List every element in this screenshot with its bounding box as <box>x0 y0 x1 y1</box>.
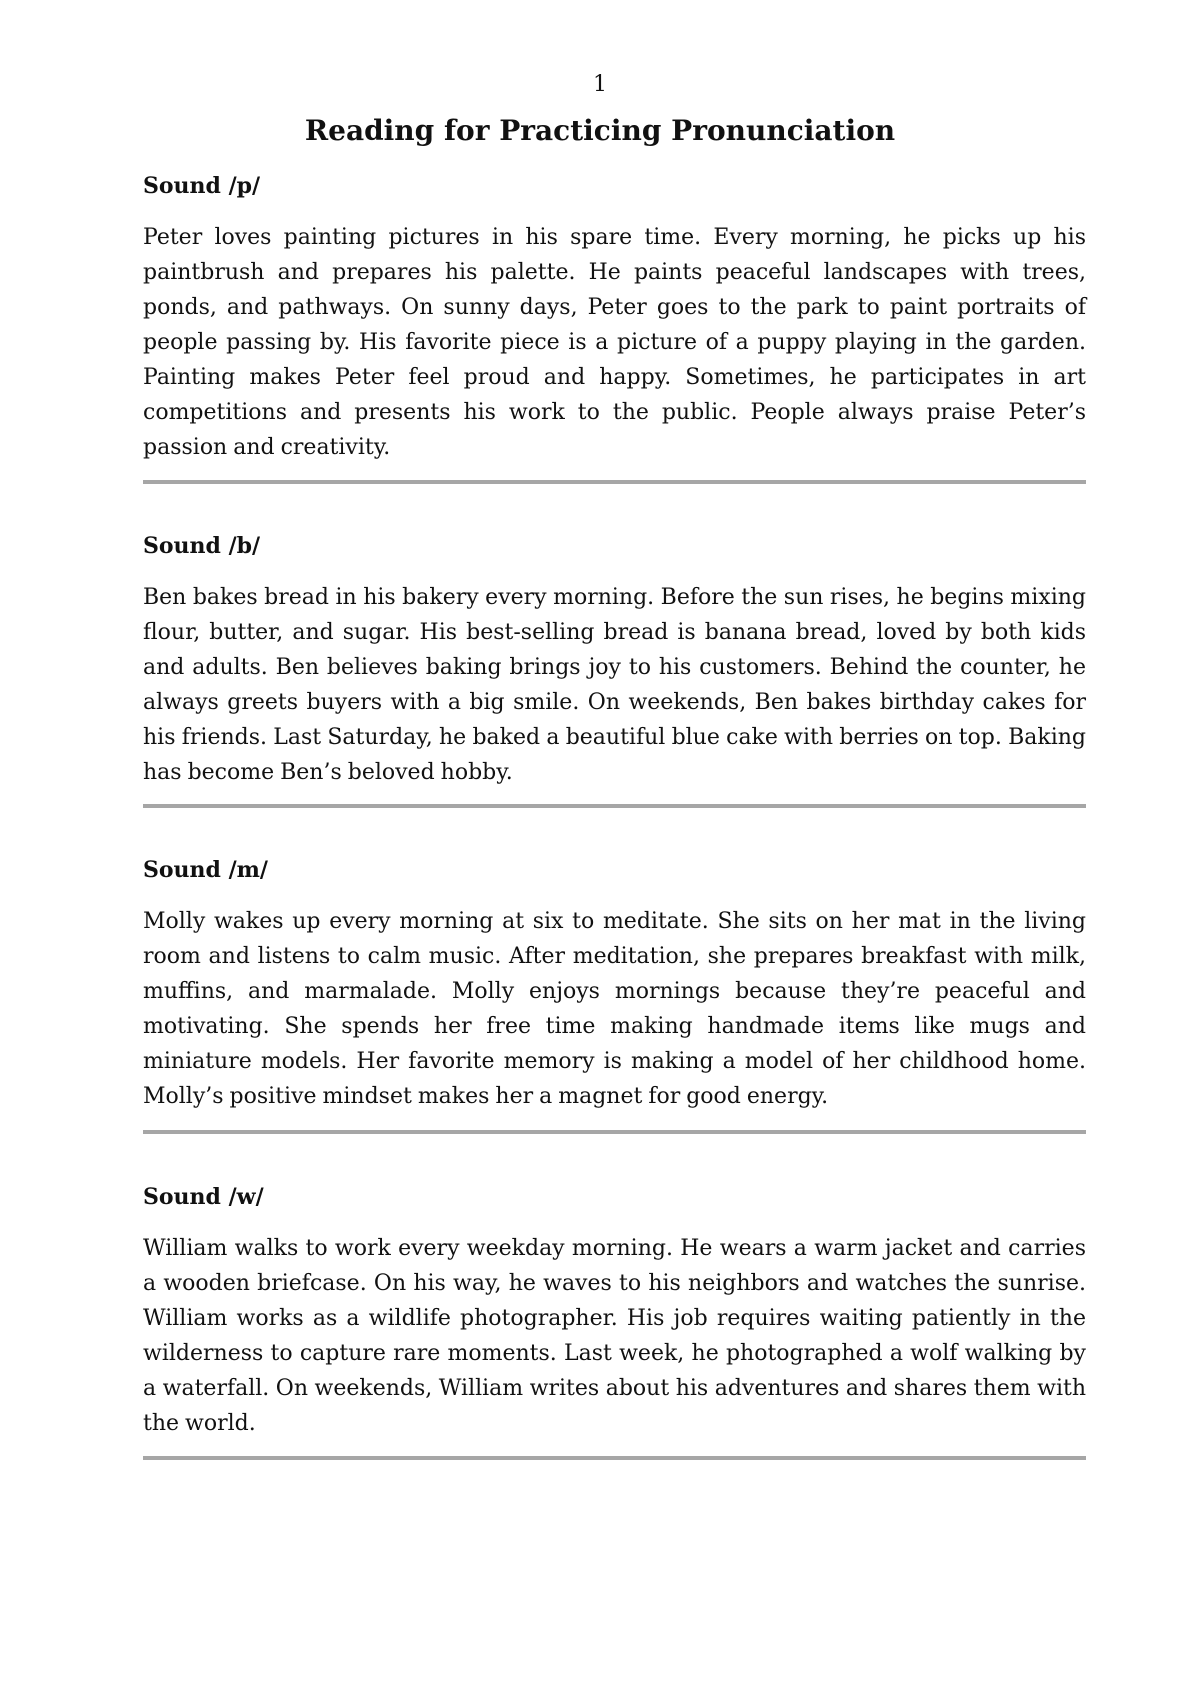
section-divider <box>143 804 1086 808</box>
section-heading: Sound /p/ <box>143 173 261 199</box>
section-paragraph: Ben bakes bread in his bakery every morning. Before the sun rises, he begins mixing flour, butter, and sugar. His best-selling bread is banana bread, loved by both kids and adults. Ben believes baking brings joy to his customers. Behind the counter, he always greets buyers with a big smile. On weekends, Ben bakes birthday cakes for his friends. Last Saturday, he baked a beautiful blue cake with berries on top. Baking has become Ben’s beloved hobby. <box>143 585 1086 785</box>
page-number: 1 <box>593 72 607 97</box>
document-title: Reading for Practicing Pronunciation <box>304 114 896 147</box>
section-paragraph: Molly wakes up every morning at six to meditate. She sits on her mat in the living room and listens to calm music. After meditation, she prepares breakfast with milk, muffins, and marmalade. Molly enjoys mornings because they’re peaceful and motivating. She spends her free time making handmade items like mugs and miniature models. Her favorite memory is making a model of her childhood home. Molly’s positive mindset makes her a magnet for good energy. <box>143 909 1086 1109</box>
section-divider <box>143 1130 1086 1134</box>
section-paragraph: William walks to work every weekday morning. He wears a warm jacket and carries a wooden briefcase. On his way, he waves to his neighbors and watches the sunrise. William works as a wildlife photographer. His job requires waiting patiently in the wilderness to capture rare moments. Last week, he photographed a wolf walking by a waterfall. On weekends, William writes about his adventures and shares them with the world. <box>143 1236 1086 1436</box>
section-heading: Sound /b/ <box>143 533 261 559</box>
section-divider <box>143 480 1086 484</box>
section-heading: Sound /w/ <box>143 1184 264 1210</box>
section-sound-p <box>143 172 1086 465</box>
section-sound-m <box>143 856 1086 1114</box>
section-sound-w <box>143 1183 1086 1441</box>
section-sound-b <box>143 532 1086 790</box>
section-paragraph: Peter loves painting pictures in his spare time. Every morning, he picks up his paintbrush and prepares his palette. He paints peaceful landscapes with trees, ponds, and pathways. On sunny days, Peter goes to the park to paint portraits of people passing by. His favorite piece is a picture of a puppy playing in the garden. Painting makes Peter feel proud and happy. Sometimes, he participates in art competitions and presents his work to the public. People always praise Peter’s passion and creativity. <box>143 225 1086 460</box>
section-heading: Sound /m/ <box>143 857 268 883</box>
section-divider <box>143 1456 1086 1460</box>
